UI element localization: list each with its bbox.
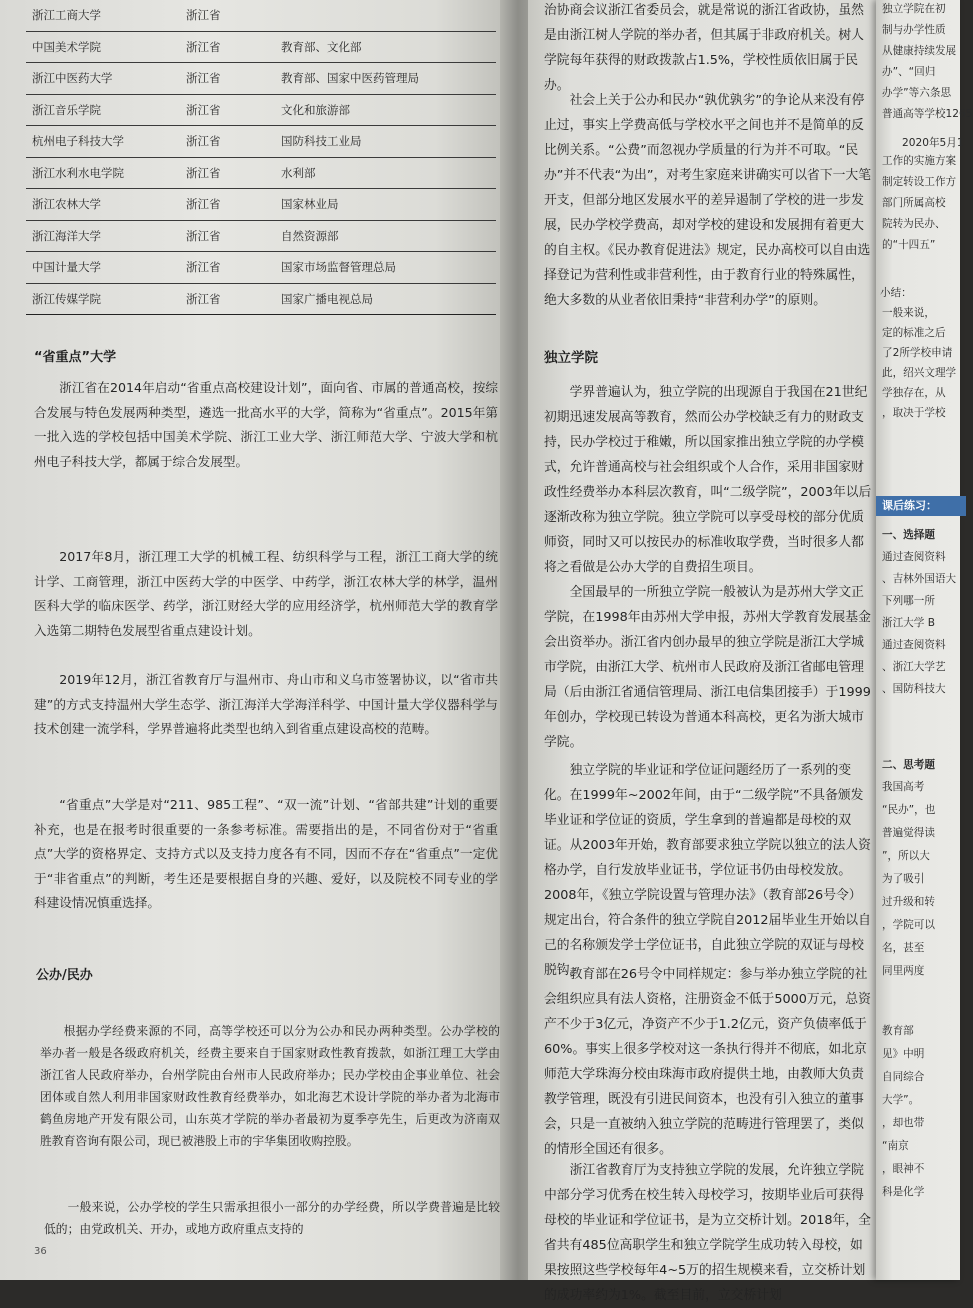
edge-text-line: 学独存在，从 (882, 387, 946, 399)
supervising-department: 国家市场监督管理总局 (281, 260, 396, 275)
edge-text-line: 同里两度 (882, 965, 925, 977)
university-name: 中国美术学院 (32, 39, 101, 54)
edge-text-line: 通过查阅资料 (882, 639, 946, 651)
paragraph-independent-college-4: 教育部在26号令中同样规定：参与举办独立学院的社会组织应具有法人资格，注册资金不低于5000万元，总资产不少于3亿元，净资产不少于1.2亿元，资产负债率低于60%。事实上很多学校对这一条执行得并不彻底，如北京师范大学珠海分校由珠海市政府提供土地，由教师大负责教学管理，既没有引进民间资本，也没有引入独立的董事会，只是一直被纳入独立学院的范畴进行管理罢了，类似的情形全国还有很多。 (544, 967, 871, 1157)
edge-text-line: 、国防科技大 (882, 683, 946, 695)
table-row (26, 189, 496, 221)
edge-text-line: 教育部 (882, 1025, 914, 1037)
edge-text-line: 普通高等学校1265 (882, 108, 973, 120)
table-row (26, 63, 496, 95)
edge-text-line: ，眼神不 (882, 1163, 925, 1175)
paragraph-public-private-1: 根据办学经费来源的不同，高等学校还可以分为公办和民办两种类型。公办学校的举办者一般是各级政府机关，经费主要来自于国家财政性教育拨款，如浙江理工大学由浙江省人民政府举办，台州学院由台州市人民政府举办；民办学校由企事业单位、社会团体或自然人利用非国家财政性教育经费举办，如北海艺术设计学院的举办者为北海市鹤鱼房地产开发有限公司，山东英才学院的举办者最初为夏季亭先生，后更改为济南双胜教育咨询有限公司，现已被港股上市的宇华集团收购控股。 (40, 1024, 500, 1148)
edge-text-line: 科是化学 (882, 1186, 925, 1198)
edge-text-line: 下列哪一所 (882, 595, 935, 607)
table-row (26, 126, 496, 158)
table-row (26, 221, 496, 253)
edge-text-line: 普遍觉得读 (882, 827, 935, 839)
edge-text-line: 的“十四五” (882, 239, 936, 251)
edge-text-line: 工作的实施方案 (882, 155, 957, 167)
edge-text-line: “南京 (882, 1140, 909, 1152)
page-number: 36 (34, 1246, 47, 1257)
province: 浙江省 (186, 291, 221, 306)
edge-text-line: 办”、“回归 (882, 66, 936, 78)
paragraph-independent-college-3: 独立学院的毕业证和学位证问题经历了一系列的变化。在1999年~2002年间，由于“二级学院”不具备颁发毕业证和学位证的资质，学生拿到的普遍都是母校的双证。从2003年开始，教育部要求独立学院以独立的法人资格办学，自行发放毕业证书，学位证书仍由母校发放。2008年，《独立学院设置与管理办法》（教育部26号令）规定出台，符合条件的独立学院自2012届毕业生开始以自己的名称颁发学士学位证书，自此独立学院的双证与母校脱钩。 (544, 763, 871, 978)
province: 浙江省 (186, 39, 221, 54)
paragraph-provincial-key-3: 2019年12月，浙江省教育厅与温州市、舟山市和义乌市签署协议，以“省市共建”的方式支持温州大学生态学、浙江海洋大学海洋科学、中国计量大学仪器科学与技术创建一流学科，学界普遍将此类型也纳入到省重点建设高校的范畴。 (34, 672, 498, 736)
supervising-department: 文化和旅游部 (281, 102, 350, 117)
edge-date: 2020年5月1 (902, 137, 964, 149)
exercise-title-box: 课后练习： (876, 496, 966, 516)
section-heading-independent-college: 独立学院 (544, 350, 598, 366)
supervising-department: 教育部、文化部 (281, 39, 362, 54)
table-row (26, 252, 496, 284)
edge-text-line: “民办”，也 (882, 804, 936, 816)
province: 浙江省 (186, 228, 221, 243)
table-row (26, 0, 496, 32)
edge-text-line: 自同综合 (882, 1071, 925, 1083)
supervising-department: 国防科技工业局 (281, 134, 362, 149)
edge-text-line: 见》中明 (882, 1048, 925, 1060)
university-name: 浙江海洋大学 (32, 228, 101, 243)
province: 浙江省 (186, 134, 221, 149)
supervising-department: 水利部 (281, 165, 316, 180)
university-table (26, 0, 496, 315)
edge-text-line: 为了吸引 (882, 873, 925, 885)
province: 浙江省 (186, 260, 221, 275)
paragraph-independent-college-2: 全国最早的一所独立学院一般被认为是苏州大学文正学院，在1998年由苏州大学申报，苏州大学教育发展基金会出资举办。浙江省内创办最早的独立学院是浙江大学城市学院，由浙江大学、杭州市人民政府及浙江省邮电管理局（后由浙江省通信管理局、浙江电信集团接手）于1999年创办，学校现已转设为普通本科高校，更名为浙大城市学院。 (544, 585, 871, 750)
paragraph-provincial-key-4: “省重点”大学是对“211、985工程”、“双一流”计划、“省部共建”计划的重要补充，也是在报考时很重要的一条参考标准。需要指出的是，不同省份对于“省重点”大学的资格界定、支持方式以及支持力度各有不同，因而不存在“省重点”一定优于“非省重点”的判断，考生还是要根据自身的兴趣、爱好，以及院校不同专业的学科建设情况慎重选择。 (34, 797, 498, 910)
province: 浙江省 (186, 102, 221, 117)
edge-text-line: 通过查阅资料 (882, 551, 946, 563)
edge-text-line: ，学院可以 (882, 919, 935, 931)
edge-text-line: ”，所以大 (882, 850, 930, 862)
edge-text-line: 定的标准之后 (882, 327, 946, 339)
paragraph-provincial-key-2: 2017年8月，浙江理工大学的机械工程、纺织科学与工程，浙江工商大学的统计学、工商管理，浙江中医药大学的中医学、中药学，浙江农林大学的林学，温州医科大学的临床医学、药学，浙江财经大学的应用经济学，杭州师范大学的教育学入选第二期特色发展型省重点建设计划。 (34, 549, 498, 638)
section-heading-public-private: 公办/民办 (36, 968, 93, 983)
edge-text-line: 、吉林外国语大 (882, 573, 957, 585)
table-row (26, 158, 496, 190)
supervising-department: 国家林业局 (281, 197, 339, 212)
supervising-department: 国家广播电视总局 (281, 291, 373, 306)
supervising-department: 自然资源部 (281, 228, 339, 243)
edge-text-line: 办学”等六条思 (882, 87, 952, 99)
edge-text-line: ，却也带 (882, 1117, 925, 1129)
table-row (26, 32, 496, 64)
edge-text-line: 大学”。 (882, 1094, 920, 1106)
paragraph-provincial-key-1: 浙江省在2014年启动“省重点高校建设计划”，面向省、市属的普通高校，按综合发展与特色发展两种类型，遴选一批高水平的大学，简称为“省重点”。2015年第一批入选的学校包括中国美术学院、浙江工业大学、浙江师范大学、宁波大学和杭州电子科技大学，都属于综合发展型。 (34, 380, 498, 469)
edge-text-line: 制与办学性质 (882, 24, 946, 36)
province: 浙江省 (186, 197, 221, 212)
province: 浙江省 (186, 8, 221, 23)
edge-text-line: 了2所学校申请 (882, 347, 953, 359)
edge-ex-head2: 二、思考题 (882, 759, 935, 771)
edge-text-line: 部门所属高校 (882, 197, 946, 209)
university-name: 杭州电子科技大学 (32, 134, 124, 149)
university-name: 浙江传媒学院 (32, 291, 101, 306)
table-row (26, 95, 496, 127)
edge-text-line: 制定转设工作方 (882, 176, 957, 188)
edge-text-line: 过升级和转 (882, 896, 935, 908)
university-name: 浙江水利水电学院 (32, 165, 124, 180)
edge-ex-head1: 一、选择题 (882, 529, 935, 541)
table-row (26, 284, 496, 316)
edge-text-line: 此，绍兴文理学 (882, 367, 957, 379)
university-name: 中国计量大学 (32, 260, 101, 275)
province: 浙江省 (186, 71, 221, 86)
edge-text-line: 、浙江大学艺 (882, 661, 946, 673)
paragraph-independent-college-5: 浙江省教育厅为支持独立学院的发展，允许独立学院中部分学习优秀在校生转入母校学习，按期毕业后可获得母校的毕业证和学位证书，是为立交桥计划。2018年，全省共有485位高职学生和独立学院学生成功转入母校，如果按照这些学校每年4~5万的招生规模来看，立交桥计划的成功率约为1%。截至目前，立交桥计划 (544, 1163, 871, 1303)
edge-summary: 小结： (880, 287, 912, 299)
edge-text-line: 浙江大学 B (882, 617, 936, 629)
edge-text-line: 从健康持续发展 (882, 45, 957, 57)
paragraph-private-continued: 治协商会议浙江省委员会，就是常说的浙江省政协，虽然是由浙江树人学院的举办者，但其属于非政府机关。树人学院每年获得的财政拨款占1.5%，学校性质依旧属于民办。 (544, 3, 864, 93)
university-name: 浙江工商大学 (32, 8, 101, 23)
paragraph-public-vs-private: 社会上关于公办和民办“孰优孰劣”的争论从来没有停止过，事实上学费高低与学校水平之间也并不是简单的反比例关系。“公费”而忽视办学质量的行为并不可取。“民办”并不代表“为出”，对考生家庭来讲确实可以省下一大笔开支，但部分地区发展水平的差异遏制了学校的进一步发展，民办学校学费高，却对学校的建设和发展拥有着更大的自主权。《民办教育促进法》规定，民办高校可以自由选择登记为营利性或非营利性，由于教育行业的特殊属性，绝大多数的从业者依旧秉持“非营利办学”的原则。 (544, 93, 872, 308)
paragraph-public-private-2: 一般来说，公办学校的学生只需承担很小一部分的办学经费，所以学费普遍是比较低的；由党政机关、开办，或地方政府重点支持的 (44, 1200, 500, 1236)
paragraph-independent-college-1: 学界普遍认为，独立学院的出现源自于我国在21世纪初期迅速发展高等教育，然而公办学校缺乏有力的财政支持，民办学校过于稚嫩，所以国家推出独立学院的办学模式，允许普通高校与社会组织或个人合作，采用非国家财政性经费举办本科层次教育，叫“二级学院”，2003年以后逐渐改称为独立学院。独立学院可以享受母校的部分优质师资，同时又可以按民办的标准收取学费，当时很多人都将之看做是公办大学的自费招生项目。 (544, 385, 872, 575)
university-name: 浙江音乐学院 (32, 102, 101, 117)
edge-text-line: 名，甚至 (882, 942, 925, 954)
university-name: 浙江中医药大学 (32, 71, 113, 86)
right-page (528, 0, 880, 1303)
edge-text-line: 一般来说， (882, 307, 935, 319)
supervising-department: 教育部、国家中医药管理局 (281, 71, 419, 86)
edge-text-line: 独立学院在初 (882, 3, 946, 15)
university-name: 浙江农林大学 (32, 197, 101, 212)
edge-text-line: 我国高考 (882, 781, 925, 793)
section-heading-provincial-key: “省重点”大学 (34, 350, 117, 365)
edge-text-line: ，取决于学校 (882, 407, 946, 419)
edge-text-line: 院转为民办、 (882, 218, 946, 230)
underlying-page-edge (876, 0, 973, 1280)
province: 浙江省 (186, 165, 221, 180)
